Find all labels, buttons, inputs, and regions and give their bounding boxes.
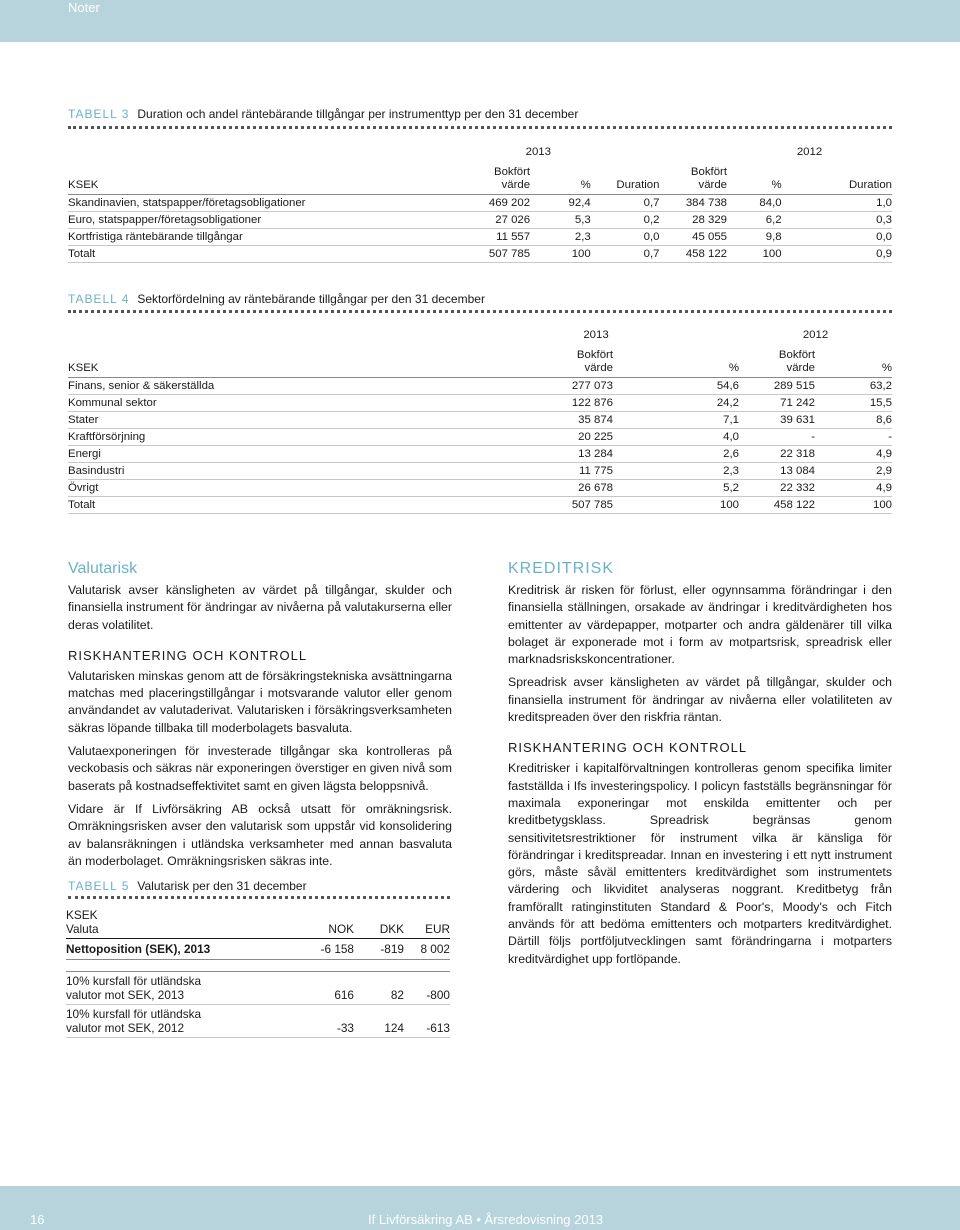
section-title: Noter xyxy=(68,0,100,15)
table3 xyxy=(68,146,892,263)
table3-label: TABELL 3 xyxy=(68,107,130,121)
table5-col-ksek: KSEK xyxy=(66,908,98,922)
table4-year-2012: 2012 xyxy=(802,329,829,341)
table4-col-pct-2013: % xyxy=(613,349,739,378)
table3-col-pct-2012: % xyxy=(727,166,782,195)
table-row: Kortfristiga räntebärande tillgångar 11 557 2,3 0,0 45 055 9,8 0,0 xyxy=(68,229,892,246)
risk-management-subheading: RISKHANTERING OCH KONTROLL xyxy=(508,740,748,756)
table5-col-valuta: Valuta xyxy=(66,922,288,939)
table4-year-2013: 2013 xyxy=(583,329,609,341)
table4-heading xyxy=(68,292,892,306)
paragraph: Kreditrisk är risken för förlust, eller ogynnsamma förändringar i den finansiella ställningen, orsakade av ändringar i kreditvärdigheten hos emittenter av värdepapper, motparter och andra gäldenärer till vilka bolaget är exponerade mot i form av motpartsrisk, spreadrisk eller marknadsriskskoncentrationer. xyxy=(508,583,892,667)
paragraph: Valutaexponeringen för investerade tillgångar ska kontrolleras på veckobasis och säkras när exponeringen överstiger en given nivå som baserats på kostnadseffektivitet samt en given lägsta beloppsnivå. xyxy=(68,744,452,793)
table4-label: TABELL 4 xyxy=(68,292,130,306)
credit-risk-heading: KREDITRISK xyxy=(508,560,615,577)
table5-col-nok: NOK xyxy=(288,922,354,939)
paragraph: Valutarisken minskas genom att de försäkringstekniska avsättningarna matchas med placeringstillgångar i motsvarande valutor eller genom användandet av valutaderivat. Valutarisken i försäkringsverksamheten säkras löpande tillbaka till moderbolagets basvaluta. xyxy=(68,668,452,735)
table5-header-row xyxy=(66,922,450,939)
table3-header-row xyxy=(68,166,892,195)
table5-col-dkk: DKK xyxy=(354,922,404,939)
table4 xyxy=(68,329,892,514)
table4-title: Sektorfördelning av räntebärande tillgångar per den 31 december xyxy=(137,292,485,306)
table5 xyxy=(66,906,450,1038)
table-row: Energi 13 284 2,6 22 318 4,9 xyxy=(68,446,892,463)
table-row: Euro, statspapper/företagsobligationer 27 026 5,3 0,2 28 329 6,2 0,3 xyxy=(68,212,892,229)
table-row: Övrigt 26 678 5,2 22 332 4,9 xyxy=(68,480,892,497)
table4-col-bokfort-2013: Bokfört värde xyxy=(453,349,613,378)
table4-dotted-rule xyxy=(68,310,892,313)
table3-col-duration-2012: Duration xyxy=(782,166,892,195)
table4-header-row xyxy=(68,349,892,378)
table-row: Kraftförsörjning 20 225 4,0 - - xyxy=(68,429,892,446)
table5-col-eur: EUR xyxy=(404,922,450,939)
table-row: Skandinavien, statspapper/företagsobligationer 469 202 92,4 0,7 384 738 84,0 1,0 xyxy=(68,195,892,212)
paragraph: Valutarisk avser känsligheten av värdet på tillgångar, skulder och finansiella instrument för ändringar av nivåerna på valutakurserna eller deras volatilitet. xyxy=(68,583,452,632)
currency-risk-heading: Valutarisk xyxy=(68,560,138,577)
table3-title: Duration och andel räntebärande tillgångar per instrumenttyp per den 31 december xyxy=(137,107,579,121)
table3-heading xyxy=(68,107,892,121)
paragraph: Spreadrisk avser känsligheten av värdet på tillgångar, skulder och finansiella instrument för ändringar av nivåerna eller volatiliteten av kreditspreaden över den riskfria räntan. xyxy=(508,675,892,725)
table-row: Basindustri 11 775 2,3 13 084 2,9 xyxy=(68,463,892,480)
table3-year-2013: 2013 xyxy=(525,146,551,158)
table4-total-row: Totalt 507 785 100 458 122 100 xyxy=(68,497,892,514)
table3-col-bokfort-2012: Bokfört värde xyxy=(659,166,727,195)
publication-title: If Livförsäkring AB • Årsredovisning 2013 xyxy=(368,1212,604,1227)
table3-col-pct-2013: % xyxy=(530,166,591,195)
section-header-bar xyxy=(0,0,960,42)
table5-dotted-rule xyxy=(68,896,450,899)
table-row: Finans, senior & säkerställda 277 073 54,6 289 515 63,2 xyxy=(68,378,892,395)
table-row: Kommunal sektor 122 876 24,2 71 242 15,5 xyxy=(68,395,892,412)
footer-bar xyxy=(0,1186,960,1230)
page-number: 16 xyxy=(30,1212,45,1227)
table4-col-ksek: KSEK xyxy=(68,349,453,378)
table4-col-pct-2012: % xyxy=(815,349,892,378)
credit-risk-section xyxy=(508,560,892,974)
paragraph: Vidare är If Livförsäkring AB också utsatt för omräkningsrisk. Omräkningsrisken avser den valutarisk som uppstår vid konsolidering av balansräkningen i utländska verksamheter med annan basvaluta än moderbolaget. Omräkningsrisken säkras inte. xyxy=(68,801,452,868)
table5-label: TABELL 5 xyxy=(68,879,130,893)
table5-sens-row: 10% kursfall för utländska valutor mot SEK, 2012 -33 124 -613 xyxy=(66,1005,450,1038)
table3-col-duration-2013: Duration xyxy=(591,166,660,195)
paragraph: Kreditrisker i kapitalförvaltningen kontrolleras genom specifika limiter fastställda i Ifs investeringspolicy. I policyn fastställs begränsningar för maximala exponeringar mot enskilda emittenter och per kreditbetygsklass. Spreadrisk begränsas genom sensitivitetsrestriktioner för instrument vilka är känsliga för förändringar i kreditspreadar. Innan en investering i ett nytt instrument görs, måste såväl emittenters kreditvärdighet som instrumentets värdering och likviditet analyseras noggrant. Kreditbetyg från framförallt ratinginstituten Standard & Poor's, Moody's och Fitch används för att bedöma emittenters och motparters kreditvärdighet. Därtill följs portföljutvecklingen samt förändringarna i motparters kreditvärdighet upp fortlöpande. xyxy=(508,761,892,966)
table3-year-2012: 2012 xyxy=(796,146,823,158)
table3-dotted-rule xyxy=(68,126,892,129)
table3-total-row: Totalt 507 785 100 0,7 458 122 100 0,9 xyxy=(68,246,892,263)
table5-heading xyxy=(68,879,452,893)
table3-col-bokfort-2013: Bokfört värde xyxy=(417,166,530,195)
table5-sens-row: 10% kursfall för utländska valutor mot SEK, 2013 616 82 -800 xyxy=(66,972,450,1005)
table5-netto-row: Nettoposition (SEK), 2013 -6 158 -819 8 002 xyxy=(66,939,450,960)
table5-title: Valutarisk per den 31 december xyxy=(137,879,307,893)
table-row: Stater 35 874 7,1 39 631 8,6 xyxy=(68,412,892,429)
table3-col-ksek: KSEK xyxy=(68,166,417,195)
currency-risk-section xyxy=(68,560,452,876)
risk-management-subheading: RISKHANTERING OCH KONTROLL xyxy=(68,647,308,663)
table4-col-bokfort-2012: Bokfört värde xyxy=(739,349,815,378)
